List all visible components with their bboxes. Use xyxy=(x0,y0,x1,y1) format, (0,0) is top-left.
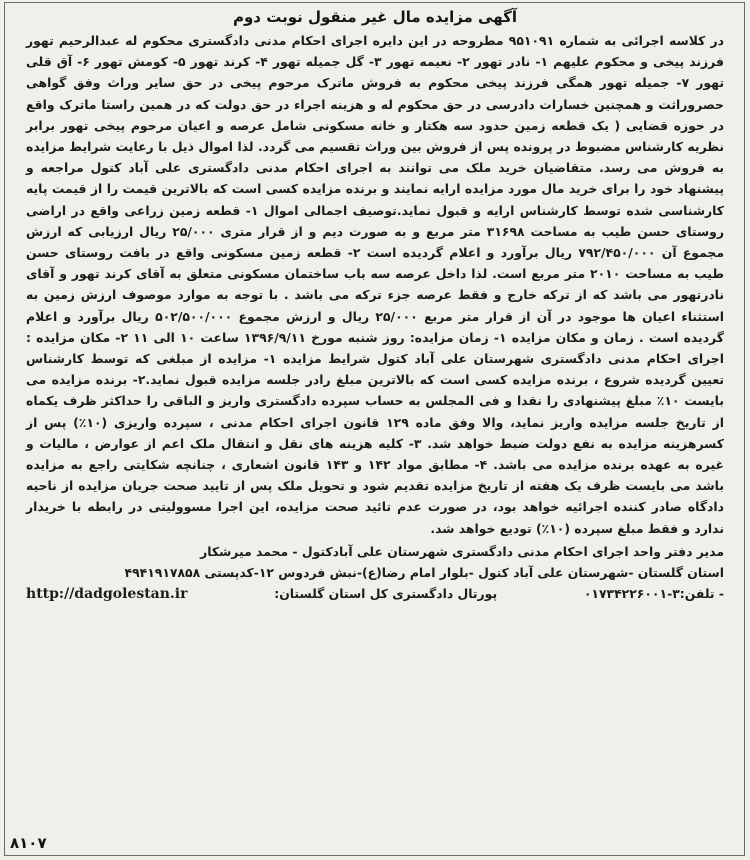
phone-number: - تلفن:۳-۰۱۷۳۴۲۲۶۰۰۱ xyxy=(583,585,724,601)
notice-paragraph: در کلاسه اجرائی به شماره ۹۵۱۰۹۱ مطروحه در این دایره اجرای احکام مدنی دادگستری محکوم له عبدالرحیم تهور فرزند پیخی و محکوم علیهم ۱- نادر تهور ۲- نعیمه تهور ۳- گل جمیله تهور ۴- کرند تهور ۵- کومش تهور ۶- آق قلی تهور ۷- جمیله تهور همگی فرزند پیخی محکوم به فروش ماترک مرحوم پیخی در حق سایر وراث وفق گواهی حصروراثت و همچنین خسارات دادرسی در حق محکوم له و هزینه اجراء در حق دولت که در همین راستا ماترک واقع در حوزه قضایی ( یک قطعه زمین حدود سه هکتار و خانه مسکونی شامل عرصه و اعیان مرحوم پیخی تهور برابر نظریه کارشناس مضبوط در پرونده پس از فروش بین وراث تقسیم می گردد. لذا اموال ذیل با رعایت شرایط مزایده به فروش می رسد. متقاضیان خرید ملک می توانند به اجرای احکام مدنی دادگستری علی آباد کتول مراجعه و پیشنهاد خود را برای خرید مال مورد مزایده ارایه نمایند و برنده مزایده کسی است که بالاترین قیمت را از قیمت پایه کارشناسی شده توسط کارشناس ارایه و قبول نماید.توصیف اجمالی اموال ۱- قطعه زمین زراعی واقع در اراضی روستای حسن طیب به مساحت ۳۱۶۹۸ متر مربع و به صورت دیم و از قرار متری ۲۵/۰۰۰ ریال ارزیابی که ارزش مجموع آن ۷۹۲/۴۵۰/۰۰۰ ریال برآورد و اعلام گردیده است ۲- قطعه زمین مسکونی واقع در بافت روستای حسن طیب به مساحت ۲۰۱۰ متر مربع است. لذا داخل عرصه سه باب ساختمان مسکونی متعلق به آقای کرند تهور و آقای نادرتهور می باشد که از ترکه خارج و فقط عرصه جزء ترکه می باشد . با توجه به موارد موصوف ارزش زمین به استثناء اعیان ها موجود در آن از قرار متر مربع ۲۵/۰۰۰ ریال و ارزش مجموع ۵۰۲/۵۰۰/۰۰۰ ریال برآورد و اعلام گردیده است . زمان و مکان مزایده ۱- زمان مزایده: روز شنبه مورخ ۱۳۹۶/۹/۱۱ ساعت ۱۰ الی ۱۱ ۲- مکان مزایده : اجرای احکام مدنی دادگستری شهرستان علی آباد کتول شرایط مزایده ۱- مزایده از مبلغی که توسط کارشناس تعیین گردیده شروع ، برنده مزایده کسی است که بالاترین مبلغ رادر جلسه مزایده قبول نماید.۲- برنده مزایده می بایست ۱۰٪ مبلغ پیشنهادی را نقدا و فی المجلس به حساب سپرده دادگستری واریز و الباقی را حداکثر ظرف یکماه از تاریخ جلسه مزایده واریز نماید، والا وفق ماده ۱۲۹ قانون اجرای احکام مدنی ، سپرده واریزی (۱۰٪) پس از کسرهزینه مزایده به نفع دولت ضبط خواهد شد. ۳- کلیه هزینه های نقل و انتقال ملک اعم از عوارض ، مالیات و غیره به عهده برنده مزایده می باشد. ۴- مطابق مواد ۱۴۲ و ۱۴۳ قانون اشعاری ، چنانچه شکایتی راجع به مزایده باشد می بایست ظرف یک هفته از تاریخ مزایده تقدیم شود و تحویل ملک پس از تایید صحت جریان مزایده از ناحیه دادگاه صادر کننده اجرائیه خواهد بود، در صورت عدم تائید صحت مزایده، این اجرا مسوولیتی در رابطه با خریدار ندارد و فقط مبلغ سپرده (۱۰٪) تودیع خواهد شد. xyxy=(26,33,725,536)
clipping-border xyxy=(4,2,745,856)
signature-line: مدیر دفتر واحد اجرای احکام مدنی دادگستری شهرستان علی آبادکتول - محمد میرشکار xyxy=(200,543,724,559)
address-line: استان گلستان -شهرستان علی آباد کتول -بلوار امام رضا(ع)-نبش فردوس ۱۲-کدپستی ۴۹۴۱۹۱۷۸۵۸ xyxy=(124,564,724,580)
notice-title: آگهی مزایده مال غیر منقول نوبت دوم xyxy=(232,8,517,26)
portal-url: http://dadgolestan.ir xyxy=(26,585,188,602)
portal-label: پورتال دادگستری کل استان گلستان: xyxy=(274,585,498,601)
ad-code: ۸۱۰۷ xyxy=(10,834,47,852)
